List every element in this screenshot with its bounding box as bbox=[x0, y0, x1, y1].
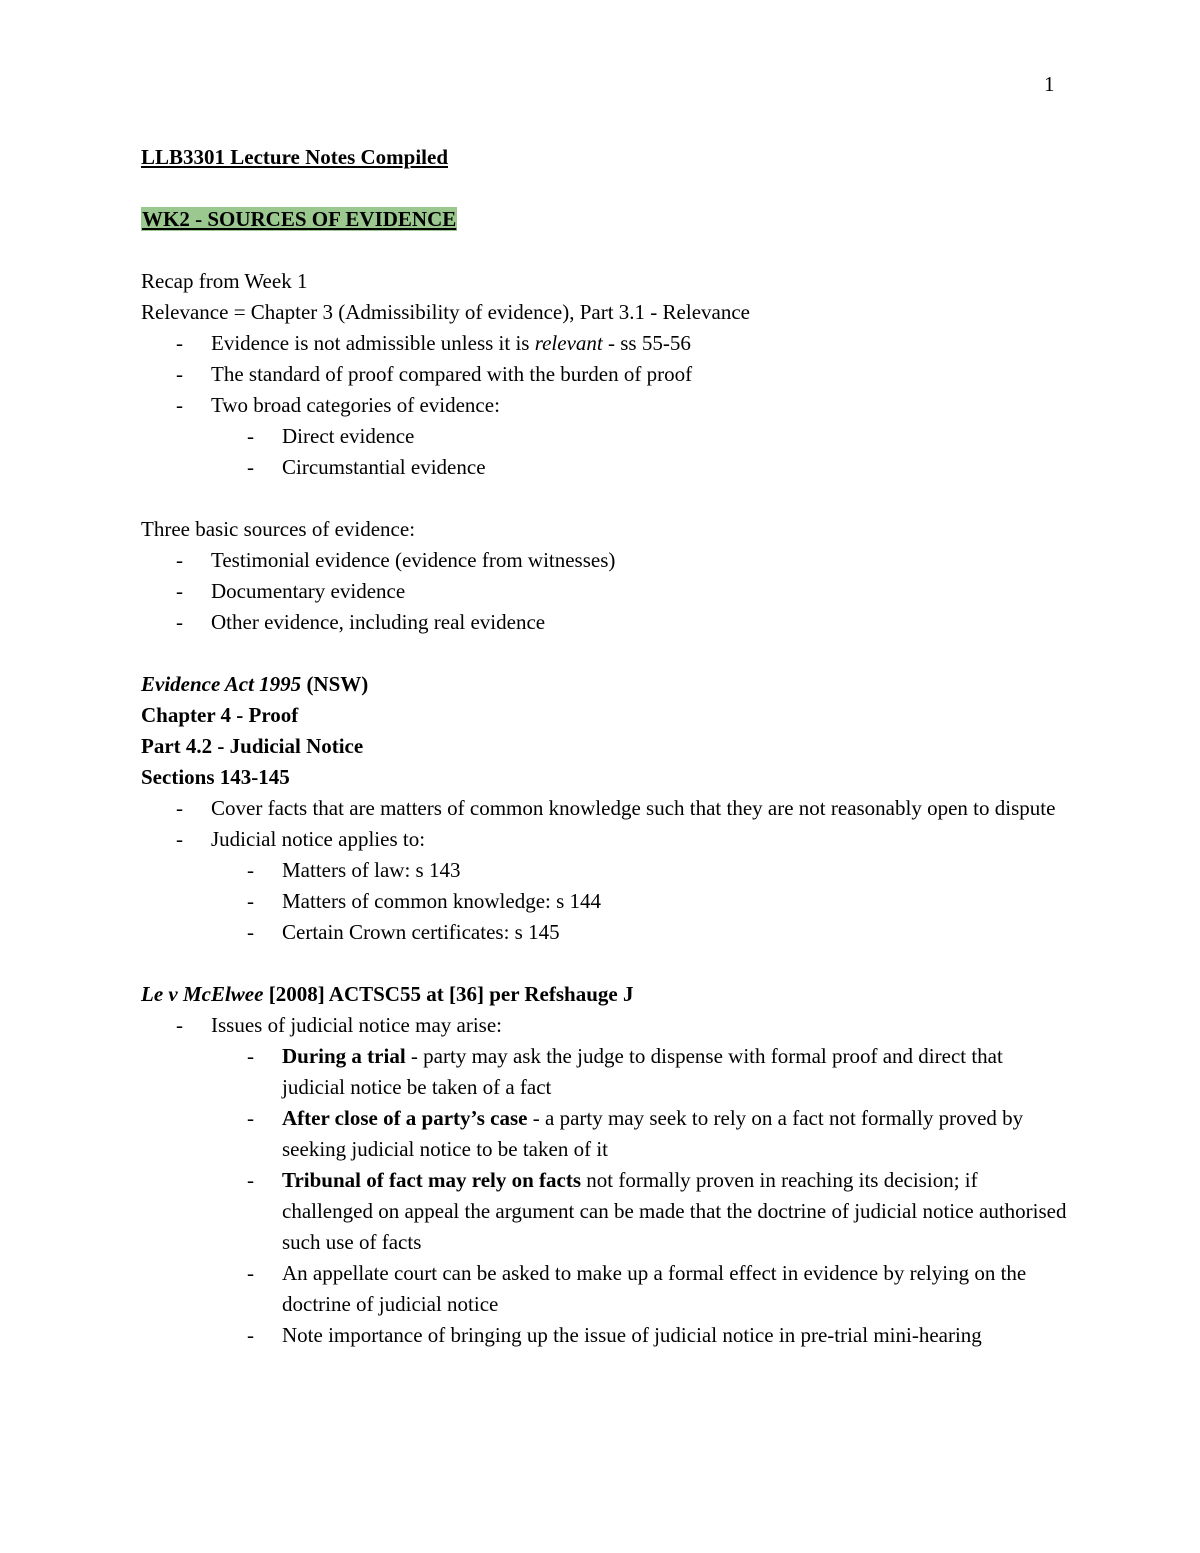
section-heading: WK2 - SOURCES OF EVIDENCE bbox=[142, 207, 457, 231]
section-heading-line bbox=[141, 204, 1071, 235]
sources-list bbox=[141, 545, 1071, 638]
page-number: 1 bbox=[1044, 72, 1055, 96]
list-item: - Circumstantial evidence bbox=[247, 455, 486, 479]
document-body bbox=[141, 142, 1071, 1351]
case-name: Le v McElwee [2008] ACTSC55 at [36] per Refshauge J bbox=[141, 982, 634, 1006]
list-item: - Issues of judicial notice may arise: - During a trial - party may ask the judge to dispense with formal proof and direct that judicial notice be taken of a fact - After close of a party’s case - a party may seek to rely on a fact not formally proved by seeking judicial notice to be taken of it - Tribunal of fact may rely on facts not formally proven in reaching its decision; if challenged on appeal the argument can be made that the doctrine of judicial notice authorised such use of facts - An appellate court can be asked to make up a formal effect in evidence by relying on the doctrine of judicial notice - Note importance of bringing up the issue of judicial notice in pre-trial mini-hearing bbox=[141, 1010, 1071, 1351]
list-item: - An appellate court can be asked to make up a formal effect in evidence by relying on the doctrine of judicial notice bbox=[247, 1261, 1027, 1316]
recap-line-2: Relevance = Chapter 3 (Admissibility of evidence), Part 3.1 - Relevance bbox=[141, 300, 750, 324]
list-item: - Note importance of bringing up the issue of judicial notice in pre-trial mini-hearing bbox=[247, 1323, 982, 1347]
list-item: - During a trial - party may ask the judge to dispense with formal proof and direct that judicial notice be taken of a fact bbox=[247, 1044, 1003, 1099]
list-item: - The standard of proof compared with the burden of proof bbox=[176, 362, 693, 386]
list-item: - Matters of common knowledge: s 144 bbox=[247, 889, 602, 913]
act-list bbox=[141, 793, 1071, 948]
list-item: - Other evidence, including real evidence bbox=[176, 610, 546, 634]
list-item: - Certain Crown certificates: s 145 bbox=[247, 920, 560, 944]
list-item: - Evidence is not admissible unless it is relevant - ss 55-56 bbox=[176, 331, 691, 355]
list-item: - After close of a party’s case - a party may seek to rely on a fact not formally proved by seeking judicial notice to be taken of it bbox=[247, 1106, 1024, 1161]
list-item: - Cover facts that are matters of common knowledge such that they are not reasonably open to dispute bbox=[176, 796, 1056, 820]
list-item: - Tribunal of fact may rely on facts not formally proven in reaching its decision; if challenged on appeal the argument can be made that the doctrine of judicial notice authorised such use of facts bbox=[247, 1168, 1067, 1254]
list-item: - Direct evidence bbox=[247, 424, 415, 448]
sources-heading: Three basic sources of evidence: bbox=[141, 517, 416, 541]
document-title: LLB3301 Lecture Notes Compiled bbox=[141, 145, 449, 169]
act-name: Evidence Act 1995 (NSW) bbox=[141, 672, 369, 696]
recap-line-1: Recap from Week 1 bbox=[141, 269, 308, 293]
list-item: - Two broad categories of evidence: - Direct evidence - Circumstantial evidence bbox=[141, 390, 1071, 483]
case-list bbox=[141, 1010, 1071, 1351]
recap-list bbox=[141, 328, 1071, 483]
list-item: - Judicial notice applies to: - Matters of law: s 143 - Matters of common knowledge: s 144 - Certain Crown certificates: s 145 bbox=[141, 824, 1071, 948]
list-item: - Documentary evidence bbox=[176, 579, 406, 603]
list-item: - Matters of law: s 143 bbox=[247, 858, 461, 882]
document-title-line bbox=[141, 142, 1071, 173]
act-sections: Sections 143-145 bbox=[141, 765, 290, 789]
act-part: Part 4.2 - Judicial Notice bbox=[141, 734, 364, 758]
act-chapter: Chapter 4 - Proof bbox=[141, 703, 299, 727]
list-item: - Testimonial evidence (evidence from witnesses) bbox=[176, 548, 616, 572]
